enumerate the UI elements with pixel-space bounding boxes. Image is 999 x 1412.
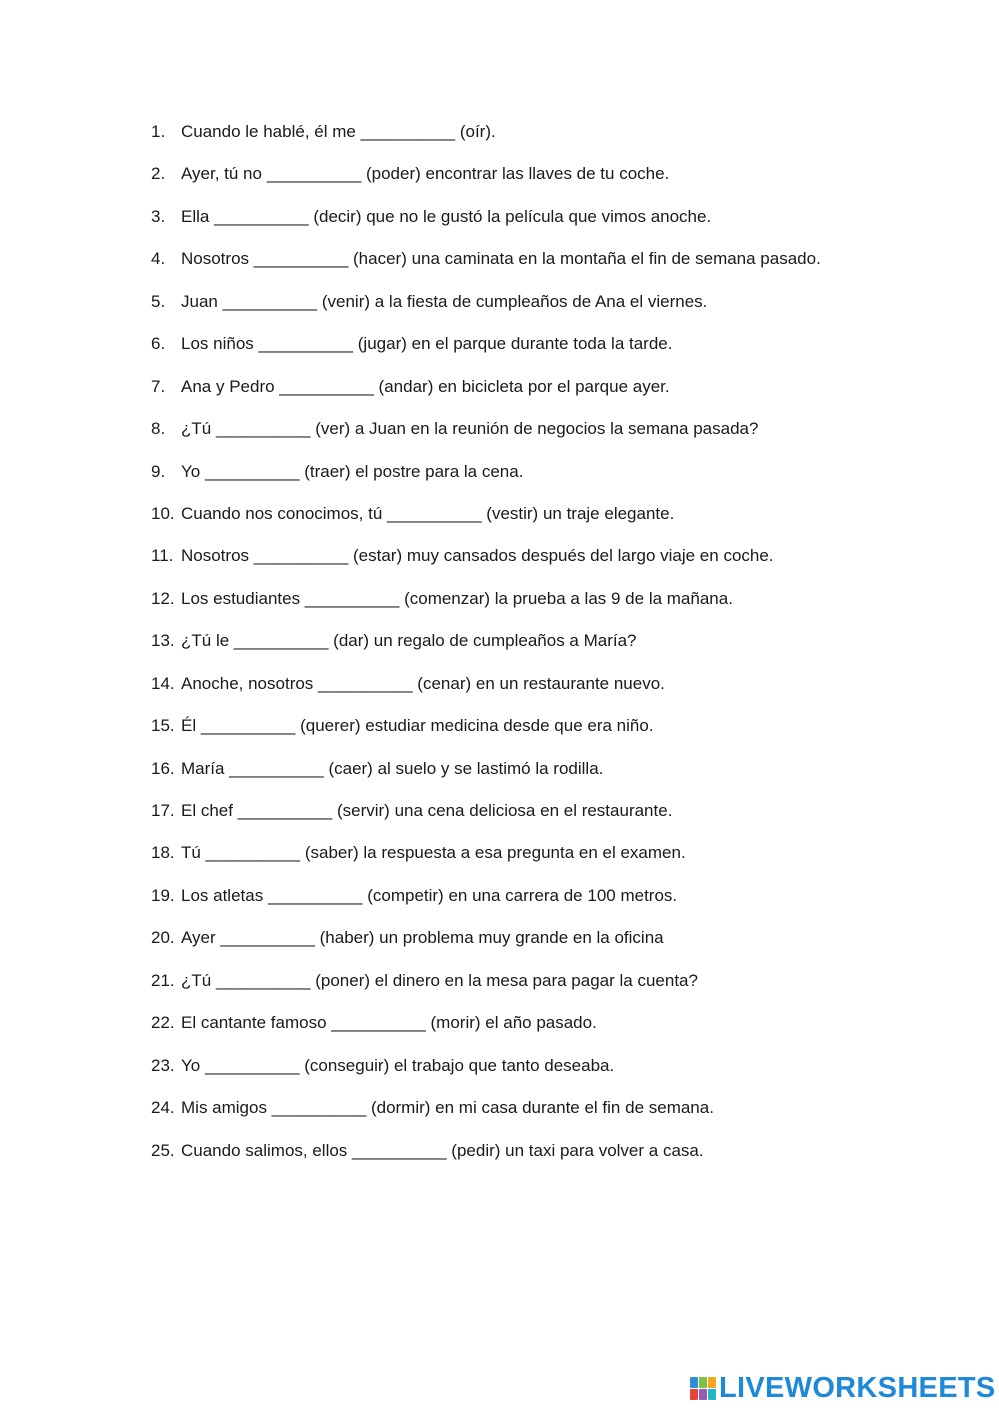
exercise-list [0,118,999,1179]
exercise-sentence: Nosotros __________ (estar) muy cansados después del largo viaje en coche. [181,546,774,566]
exercise-sentence: Los atletas __________ (competir) en una carrera de 100 metros. [181,885,678,905]
exercise-sentence: Juan __________ (venir) a la fiesta de cumpleaños de Ana el viernes. [181,291,708,311]
exercise-sentence: Ayer, tú no __________ (poder) encontrar las llaves de tu coche. [181,164,670,184]
exercise-sentence: Mis amigos __________ (dormir) en mi casa durante el fin de semana. [181,1098,714,1118]
exercise-number: 23. [151,1055,175,1075]
exercise-item [0,1137,999,1179]
exercise-item [0,585,999,627]
liveworksheets-logo-icon [690,1377,716,1400]
exercise-sentence: Los estudiantes __________ (comenzar) la prueba a las 9 de la mañana. [181,588,733,608]
exercise-number: 7. [151,376,166,396]
exercise-item [0,627,999,669]
exercise-item [0,118,999,160]
exercise-sentence: Yo __________ (conseguir) el trabajo que tanto deseaba. [181,1055,615,1075]
exercise-number: 11. [151,546,174,566]
exercise-sentence: Cuando nos conocimos, tú __________ (vestir) un traje elegante. [181,503,675,523]
liveworksheets-logo[interactable] [690,1372,996,1404]
exercise-number: 8. [151,419,166,439]
exercise-number: 1. [151,122,166,141]
exercise-item [0,160,999,202]
exercise-sentence: Ana y Pedro __________ (andar) en bicicleta por el parque ayer. [181,376,670,396]
exercise-sentence: Cuando le hablé, él me __________ (oír). [181,122,496,141]
exercise-item [0,500,999,542]
exercise-number: 17. [151,801,175,820]
exercise-number: 25. [151,1140,175,1160]
exercise-item [0,288,999,330]
exercise-item [0,1052,999,1094]
exercise-number: 10. [151,503,175,523]
exercise-sentence: Ayer __________ (haber) un problema muy grande en la oficina [181,928,664,948]
exercise-number: 3. [151,206,166,226]
exercise-sentence: Anoche, nosotros __________ (cenar) en un restaurante nuevo. [181,673,665,693]
exercise-number: 19. [151,885,175,905]
exercise-number: 16. [151,758,175,778]
exercise-sentence: ¿Tú __________ (poner) el dinero en la mesa para pagar la cuenta? [181,970,698,990]
exercise-sentence: Él __________ (querer) estudiar medicina desde que era niño. [181,716,654,736]
exercise-number: 24. [151,1098,175,1118]
exercise-sentence: ¿Tú le __________ (dar) un regalo de cumpleaños a María? [181,631,637,651]
exercise-number: 22. [151,1013,175,1033]
exercise-sentence: María __________ (caer) al suelo y se lastimó la rodilla. [181,758,604,778]
exercise-item [0,458,999,500]
logo-text: LIVEWORKSHEETS [719,1372,996,1404]
exercise-sentence: Los niños __________ (jugar) en el parque durante toda la tarde. [181,334,673,354]
exercise-number: 9. [151,461,166,481]
exercise-number: 18. [151,843,175,863]
exercise-item [0,373,999,415]
exercise-number: 2. [151,164,166,184]
exercise-number: 4. [151,249,166,269]
exercise-item [0,924,999,966]
exercise-number: 20. [151,928,175,948]
exercise-sentence: ¿Tú __________ (ver) a Juan en la reunión de negocios la semana pasada? [181,419,759,439]
exercise-sentence: Yo __________ (traer) el postre para la cena. [181,461,524,481]
exercise-item [0,542,999,584]
exercise-item [0,330,999,372]
exercise-number: 6. [151,334,166,354]
exercise-item [0,755,999,797]
exercise-item [0,203,999,245]
exercise-sentence: El cantante famoso __________ (morir) el año pasado. [181,1013,597,1033]
exercise-number: 15. [151,716,175,736]
exercise-item [0,712,999,754]
exercise-number: 14. [151,673,175,693]
exercise-sentence: Nosotros __________ (hacer) una caminata en la montaña el fin de semana pasado. [181,249,821,269]
exercise-item [0,1094,999,1136]
exercise-item [0,1009,999,1051]
exercise-item [0,245,999,287]
exercise-item [0,797,999,839]
exercise-item [0,839,999,881]
exercise-item [0,415,999,457]
exercise-sentence: Cuando salimos, ellos __________ (pedir) un taxi para volver a casa. [181,1140,704,1160]
exercise-sentence: El chef __________ (servir) una cena deliciosa en el restaurante. [181,801,673,820]
exercise-number: 21. [151,970,175,990]
exercise-sentence: Tú __________ (saber) la respuesta a esa pregunta en el examen. [181,843,686,863]
exercise-item [0,882,999,924]
exercise-item [0,670,999,712]
exercise-item [0,967,999,1009]
exercise-number: 12. [151,588,175,608]
exercise-number: 13. [151,631,175,651]
exercise-number: 5. [151,291,166,311]
exercise-sentence: Ella __________ (decir) que no le gustó la película que vimos anoche. [181,206,712,226]
